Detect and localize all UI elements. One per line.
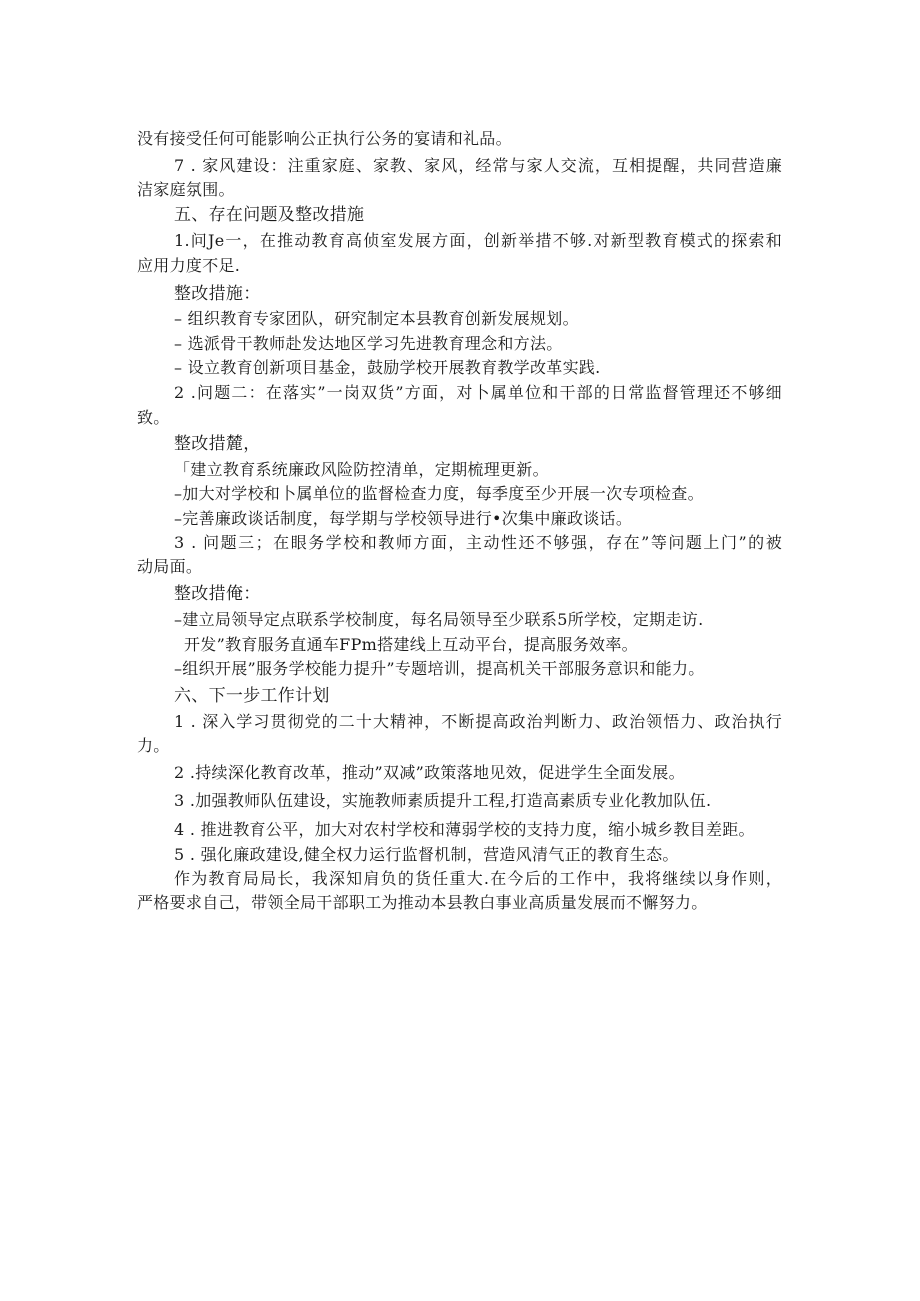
text-line: 力。 [137, 736, 170, 755]
text-line: 严格要求自己，带领全局干部职工为推动本县教白事业高质量发展而不懈努力。 [137, 893, 708, 912]
section-heading: 六、下一步工作计划 [174, 686, 330, 706]
list-item: – 设立教育创新项目基金，鼓励学校开展教育教学改革实践. [174, 358, 601, 377]
list-item: –建立局领导定点联系学校制度，每名局领导至少联系5所学校，定期走访. [174, 610, 704, 629]
text-line: 洁家庭氛围。 [137, 180, 235, 199]
text-line: 5 . 强化廉政建设,健全权力运行监督机制，营造风清气正的教育生态。 [174, 845, 679, 864]
text-line: 2 .问题二：在落实”一岗双货”方面，对卜属单位和干部的日常监督管理还不够细 [174, 383, 782, 402]
list-item: 「建立教育系统廉政风险防控清单，定期梳理更新。 [174, 460, 549, 479]
list-item: –加大对学校和卜属单位的监督检查力度，每季度至少开展一次专项检查。 [174, 484, 704, 503]
text-line: 7 . 家风建设：注重家庭、家教、家风，经常与家人交流，互相提醒，共同营造廉 [174, 156, 782, 175]
text-line: 致。 [137, 408, 170, 427]
list-item: 开发”教育服务直通车FPm搭建线上互动平台，提高服务效率。 [184, 635, 638, 654]
text-line: 3 . 问题三；在眼务学校和教师方面，主动性还不够强，存在”等问题上门”的被 [174, 533, 782, 552]
text-line: 应用力度不足. [137, 256, 241, 275]
text-line: 3 .加强教师队伍建设，实施教师素质提升工程,打造高素质专业化教加队伍. [174, 791, 712, 810]
text-line: 动局面。 [137, 557, 203, 576]
list-item: – 组织教育专家团队，研究制定本县教育创新发展规划。 [174, 309, 579, 328]
text-line: 1.问Je一，在推动教育高侦室发展方面，创新举措不够.对新型教育模式的探索和 [174, 231, 782, 250]
text-line: 1 . 深入学习贯彻党的二十大精神，不断提高政治判断力、政治领悟力、政治执行 [174, 712, 782, 731]
text-line: 没有接受任何可能影响公正执行公务的宴请和礼品。 [137, 129, 512, 148]
section-heading: 五、存在问题及整改措施 [174, 205, 365, 225]
text-line: 2 .持续深化教育改革，推动”双减”政策落地见效，促进学生全面发展。 [174, 763, 685, 782]
text-line: 作为教育局局长，我深知肩负的货任重大.在今后的工作中，我将继续以身作则， [174, 869, 782, 888]
list-item: –完善廉政谈话制度，每学期与学校领导进行•次集中廉政谈话。 [174, 509, 633, 528]
subheading: 整改措俺： [174, 584, 261, 604]
list-item: –组织开展”服务学校能力提升”专题培训，提高机关干部服务意识和能力。 [174, 659, 705, 678]
text-line: 4 . 推进教育公平，加大对农村学校和薄弱学校的支持力度，缩小城乡教目差距。 [174, 820, 755, 839]
subheading: 整改措麓， [174, 434, 261, 454]
subheading: 整改措施： [174, 284, 261, 304]
list-item: – 选派骨干教师赴发达地区学习先进教育理念和方法。 [174, 334, 563, 353]
